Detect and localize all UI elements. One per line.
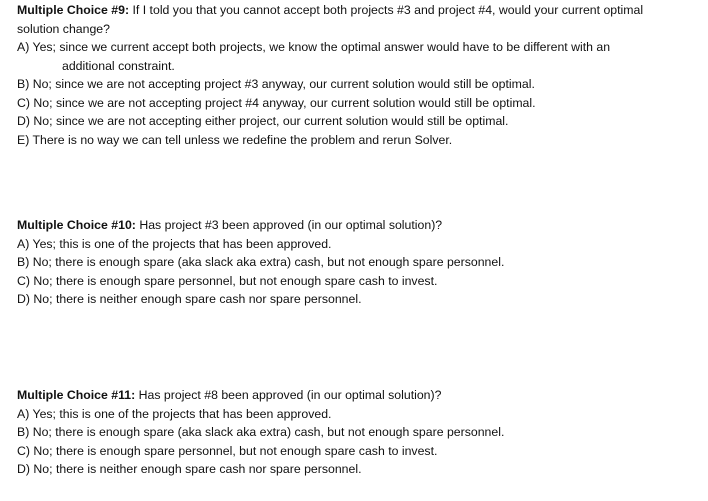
question-11-stem bbox=[17, 386, 697, 405]
question-10-option-b: B) No; there is enough spare (aka slack aka extra) cash, but not enough spare personnel. bbox=[17, 255, 505, 269]
question-10-label: Multiple Choice #10: bbox=[17, 218, 136, 232]
question-11 bbox=[17, 386, 697, 479]
question-10 bbox=[17, 216, 697, 309]
question-10-option-d: D) No; there is neither enough spare cash nor spare personnel. bbox=[17, 292, 362, 306]
question-10-option-a: A) Yes; this is one of the projects that has been approved. bbox=[17, 236, 332, 251]
question-11-option-b: B) No; there is enough spare (aka slack aka extra) cash, but not enough spare personnel. bbox=[17, 425, 505, 439]
question-9-option-b: B) No; since we are not accepting project #3 anyway, our current solution would still be optimal. bbox=[17, 77, 535, 91]
question-9-option-e: E) There is no way we can tell unless we redefine the problem and rerun Solver. bbox=[17, 132, 453, 147]
question-11-option-d: D) No; there is neither enough spare cash nor spare personnel. bbox=[17, 462, 362, 476]
question-9-option-c: C) No; since we are not accepting project #4 anyway, our current solution would still be optimal. bbox=[17, 95, 536, 110]
question-11-stem-text: Has project #8 been approved (in our optimal solution)? bbox=[135, 388, 442, 402]
question-9-stem bbox=[17, 1, 697, 20]
question-9-stem-text: If I told you that you cannot accept both projects #3 and project #4, would your current optimal bbox=[129, 3, 644, 17]
question-11-option-c: C) No; there is enough spare personnel, but not enough spare cash to invest. bbox=[17, 443, 438, 458]
question-10-stem-text: Has project #3 been approved (in our optimal solution)? bbox=[135, 218, 443, 232]
question-9-label: Multiple Choice #9: bbox=[17, 3, 130, 17]
question-10-option-c: C) No; there is enough spare personnel, but not enough spare cash to invest. bbox=[17, 273, 438, 288]
question-9-option-a-continued: additional constraint. bbox=[62, 58, 175, 73]
question-11-label: Multiple Choice #11: bbox=[17, 388, 136, 402]
question-9-stem-continued: solution change? bbox=[17, 21, 110, 36]
question-9-option-d: D) No; since we are not accepting either project, our current solution would still be optimal. bbox=[17, 114, 509, 128]
question-9-option-a: A) Yes; since we current accept both projects, we know the optimal answer would have to be different with an bbox=[17, 40, 611, 54]
question-10-stem bbox=[17, 216, 697, 235]
question-11-option-a: A) Yes; this is one of the projects that has been approved. bbox=[17, 406, 332, 421]
question-9 bbox=[17, 1, 697, 149]
